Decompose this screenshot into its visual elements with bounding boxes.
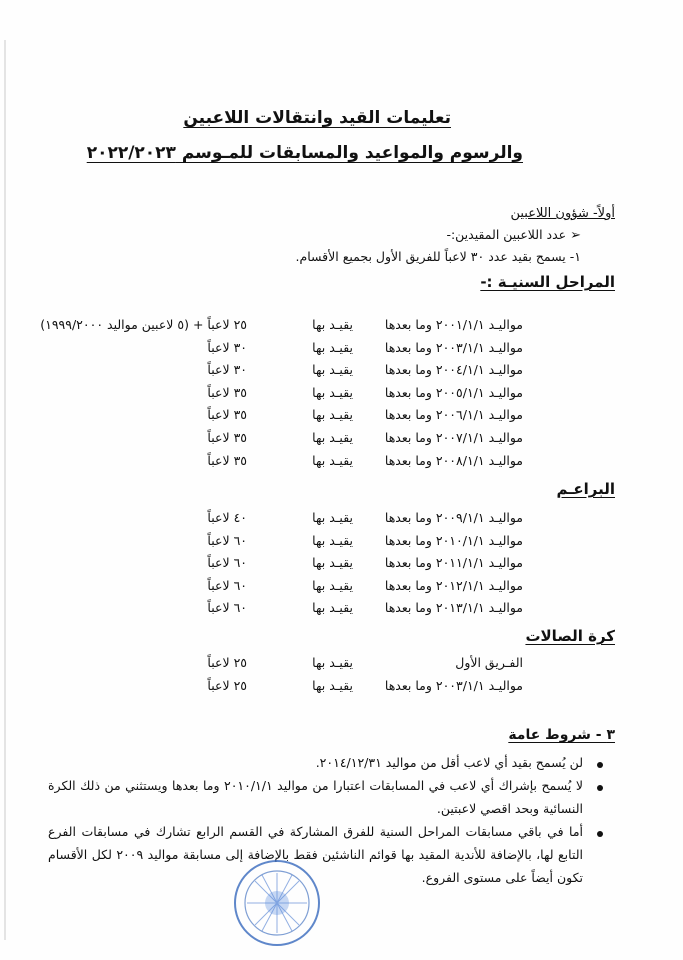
table-row <box>0 407 683 427</box>
row-player-count: ٦٠ لاعباً <box>207 577 247 593</box>
row-status: يقيـد بها <box>312 555 353 571</box>
section1-sub-label: عدد اللاعبين المقيدين:- <box>446 227 567 242</box>
row-player-count: ٦٠ لاعباً <box>207 532 247 548</box>
row-birth-label: مواليـد ٢٠٠٧/١/١ وما بعدها <box>384 430 523 445</box>
row-player-count: ٣٠ لاعباً <box>207 339 247 355</box>
table-row <box>0 578 683 598</box>
futsal-heading: كرة الصالات <box>525 627 615 645</box>
title-line-1: تعليمات القيد وانتقالات اللاعبين <box>183 108 451 128</box>
row-birth-label: مواليـد ٢٠١١/١/١ وما بعدها <box>384 555 523 571</box>
row-status: يقيـد بها <box>312 430 353 445</box>
row-player-count: ٣٥ لاعباً <box>207 430 247 445</box>
bullet-dot <box>597 785 603 791</box>
row-player-count: ٦٠ لاعباً <box>207 555 247 571</box>
row-birth-label: مواليـد ٢٠٠٨/١/١ وما بعدها <box>384 452 523 468</box>
page-edge-shadow <box>4 40 6 940</box>
table-row <box>0 655 683 675</box>
table-row <box>0 317 683 337</box>
row-player-count: ٣٠ لاعباً <box>207 362 247 378</box>
row-status: يقيـد بها <box>312 384 353 400</box>
row-player-count: ٢٥ لاعباً + (٥ لاعبين مواليد ١٩٩٩/٢٠٠٠) <box>40 317 247 332</box>
table-row <box>0 600 683 620</box>
row-status: يقيـد بها <box>312 577 353 593</box>
row-status: يقيـد بها <box>312 510 353 525</box>
row-status: يقيـد بها <box>312 362 353 378</box>
table-row <box>0 533 683 553</box>
row-birth-label: مواليـد ٢٠١٣/١/١ وما بعدها <box>384 600 523 616</box>
table-row <box>0 555 683 575</box>
row-birth-label: مواليـد ٢٠٠٩/١/١ وما بعدها <box>384 510 523 525</box>
table-row <box>0 510 683 530</box>
row-status: يقيـد بها <box>312 600 353 616</box>
row-birth-label: مواليـد ٢٠٠١/١/١ وما بعدها <box>384 317 523 332</box>
juniors-heading: البراعـم <box>556 480 615 498</box>
title-line-2: والرسوم والمواعيد والمسابقات للمـوسم ٢٠٢٢/٢٠٢٣ <box>86 143 523 163</box>
general-conditions-heading: ٣ - شروط عامة <box>508 727 615 743</box>
row-player-count: ٢٥ لاعباً <box>207 655 247 670</box>
row-status: يقيـد بها <box>312 407 353 423</box>
row-status: يقيـد بها <box>312 339 353 355</box>
row-birth-label: الفـريق الأول <box>455 655 523 670</box>
arrow-bullet-icon: ➢ <box>570 228 581 243</box>
row-status: يقيـد بها <box>312 677 353 693</box>
section1-subheading <box>446 227 581 243</box>
row-status: يقيـد بها <box>312 655 353 670</box>
section1-heading: أولاً- شؤون اللاعبين <box>510 206 615 221</box>
row-birth-label: مواليـد ٢٠٠٣/١/١ وما بعدها <box>384 677 523 693</box>
row-status: يقيـد بها <box>312 317 353 332</box>
row-birth-label: مواليـد ٢٠٠٥/١/١ وما بعدها <box>384 384 523 400</box>
section1-item1: ١- يسمح بقيد عدد ٣٠ لاعباً للفريق الأول بجميع الأقسام. <box>295 249 581 264</box>
federation-stamp <box>222 855 332 950</box>
age-groups-heading: المراحل السنيـة :- <box>480 273 615 291</box>
table-row <box>0 430 683 450</box>
general-bullet-2: لا يُسمح بإشراك أي لاعب في المسابقات اعتبارا من مواليد ٢٠١٠/١/١ وما بعدها ويستثني من ذلك الكرة النسائية وبحد اقصي لاعبتين. <box>48 778 583 816</box>
row-birth-label: مواليـد ٢٠١٠/١/١ وما بعدها <box>384 532 523 548</box>
row-player-count: ٤٠ لاعباً <box>207 510 247 525</box>
table-row <box>0 362 683 382</box>
row-player-count: ٣٥ لاعباً <box>207 407 247 423</box>
table-row <box>0 453 683 473</box>
row-birth-label: مواليـد ٢٠٠٦/١/١ وما بعدها <box>384 407 523 423</box>
row-status: يقيـد بها <box>312 452 353 468</box>
general-bullet-1: لن يُسمح بقيد أي لاعب أقل من مواليد ٢٠١٤/١٢/٣١. <box>315 755 583 770</box>
bullet-dot <box>597 762 603 768</box>
row-player-count: ٢٥ لاعباً <box>207 677 247 693</box>
table-row <box>0 678 683 698</box>
row-player-count: ٣٥ لاعباً <box>207 452 247 468</box>
general-bullet-3: أما في باقي مسابقات المراحل السنية للفرق المشاركة في القسم الرابع تشارك في مسابقات الفرع التابع لها، بالإضافة للأندية المقيد بها قوائم الناشئين فقط بالإضافة إلى مسابقة مواليد ٢٠٠٩ لكل الأقسام تكون أيضاً على مستوى الفروع. <box>48 824 583 885</box>
row-birth-label: مواليـد ٢٠١٢/١/١ وما بعدها <box>384 577 523 593</box>
row-player-count: ٦٠ لاعباً <box>207 600 247 616</box>
table-row <box>0 385 683 405</box>
row-status: يقيـد بها <box>312 532 353 548</box>
row-birth-label: مواليـد ٢٠٠٤/١/١ وما بعدها <box>384 362 523 378</box>
row-player-count: ٣٥ لاعباً <box>207 384 247 400</box>
table-row <box>0 340 683 360</box>
bullet-dot <box>597 831 603 837</box>
row-birth-label: مواليـد ٢٠٠٣/١/١ وما بعدها <box>384 339 523 355</box>
